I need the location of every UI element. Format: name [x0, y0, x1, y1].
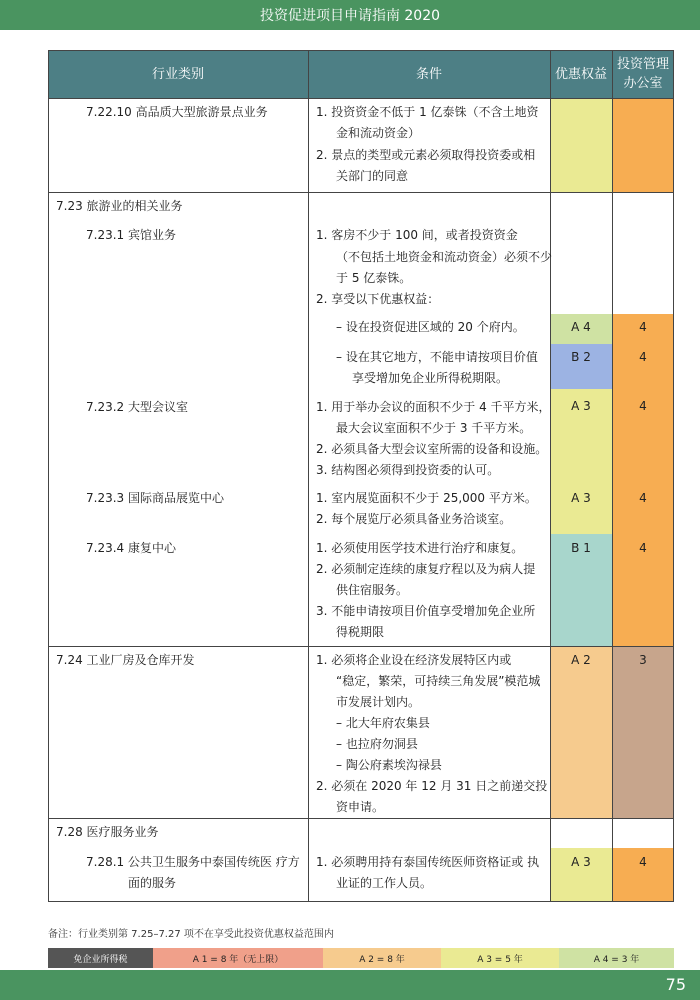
condition-text: 资申请。	[336, 800, 385, 814]
row-divider	[48, 192, 674, 193]
industry-7-22-10: 7.22.10 高品质大型旅游景点业务	[86, 105, 268, 119]
privilege-value: A 3	[571, 399, 591, 413]
office-value: 4	[639, 399, 647, 413]
top-bar	[0, 0, 700, 30]
row-divider	[48, 818, 674, 819]
office-value: 3	[639, 653, 647, 667]
legend	[48, 948, 674, 968]
condition-text: 最大会议室面积不少于 3 千平方米。	[336, 421, 532, 435]
condition-text: 享受增加免企业所得税期限。	[352, 371, 509, 385]
industry-7-23-4: 7.23.4 康复中心	[86, 541, 176, 555]
condition-text: 1. 必须聘用持有泰国传统医师资格证或 执	[316, 855, 540, 869]
condition-text: 市发展计划内。	[336, 695, 421, 709]
privilege-value: B 1	[571, 541, 591, 555]
condition-text: 1. 必须使用医学技术进行治疗和康复。	[316, 541, 524, 555]
condition-text: 2. 享受以下优惠权益：	[316, 292, 440, 306]
condition-text: 金和流动资金）	[336, 126, 421, 140]
privilege-value: A 2	[571, 653, 591, 667]
condition-text: – 设在其它地方，不能申请按项目价值	[336, 350, 538, 364]
condition-text: 2. 景点的类型或元素必须取得投资委或相	[316, 148, 536, 162]
document-title: 投资促进项目申请指南 2020	[259, 8, 441, 24]
condition-text: 1. 必须将企业设在经济发展特区内或	[316, 653, 512, 667]
office-value: 4	[639, 855, 647, 869]
industry-7-23: 7.23 旅游业的相关业务	[56, 199, 183, 213]
column-divider	[308, 50, 309, 902]
privilege-value: A 3	[571, 855, 591, 869]
privilege-value: A 3	[571, 491, 591, 505]
condition-text: – 陶公府素埃沟禄县	[336, 758, 442, 772]
industry-7-28-1: 7.28.1 公共卫生服务中泰国传统医 疗方	[86, 855, 300, 869]
condition-text: 2. 必须制定连续的康复疗程以及为病人提	[316, 562, 536, 576]
condition-text: 于 5 亿泰铢。	[336, 271, 412, 285]
legend-a2: A 2 = 8 年	[323, 948, 441, 968]
column-divider	[550, 50, 551, 902]
industry-7-23-3: 7.23.3 国际商品展览中心	[86, 491, 224, 505]
row-divider	[48, 901, 674, 902]
privilege-cell-7-22-10	[550, 98, 612, 192]
industry-7-23-2: 7.23.2 大型会议室	[86, 400, 188, 414]
industry-7-28: 7.28 医疗服务业务	[56, 825, 159, 839]
privilege-cell-exhibition	[550, 480, 612, 534]
condition-text: 1. 客房不少于 100 间，或者投资资金	[316, 228, 518, 242]
footnote: 备注：行业类别第 7.25–7.27 项不在享受此投资优惠权益范围内	[48, 929, 334, 940]
condition-text: 供住宿服务。	[336, 583, 409, 597]
office-value: 4	[639, 320, 647, 334]
privilege-value: B 2	[571, 350, 591, 364]
condition-text: 业证的工作人员。	[336, 876, 433, 890]
legend-a4: A 4 = 3 年	[559, 948, 674, 968]
condition-text: （不包括土地资金和流动资金）必须不少	[336, 250, 553, 264]
office-value: 4	[639, 350, 647, 364]
condition-text: 2. 每个展览厅必须具备业务洽谈室。	[316, 512, 512, 526]
condition-text: 1. 投资资金不低于 1 亿泰铢（不含土地资	[316, 105, 539, 119]
industry-7-23-1: 7.23.1 宾馆业务	[86, 228, 176, 242]
condition-text: 得税期限	[336, 625, 385, 639]
column-divider	[612, 50, 613, 902]
legend-a1: A 1 = 8 年（无上限）	[153, 948, 323, 968]
office-value: 4	[639, 491, 647, 505]
office-value: 4	[639, 541, 647, 555]
industry-7-28-1-cont: 面的服务	[128, 876, 177, 890]
row-divider	[48, 646, 674, 647]
office-cell-exhibition	[612, 480, 674, 534]
column-header-privilege: 优惠权益	[550, 50, 612, 98]
condition-text: 1. 室内展览面积不少于 25,000 平方米。	[316, 491, 537, 505]
condition-text: 关部门的同意	[336, 169, 409, 183]
table-border-left	[48, 50, 49, 902]
condition-text: 2. 必须具备大型会议室所需的设备和设施。	[316, 442, 548, 456]
condition-text: “稳定，繁荣，可持续三角发展”模范城	[336, 674, 541, 688]
legend-a3: A 3 = 5 年	[441, 948, 559, 968]
condition-text: 3. 结构图必须得到投资委的认可。	[316, 463, 500, 477]
row-divider	[48, 98, 674, 99]
privilege-value: A 4	[571, 320, 591, 334]
column-header-office	[612, 50, 674, 98]
condition-text: 1. 用于举办会议的面积不少于 4 千平方米，	[316, 400, 551, 414]
incentive-table	[48, 50, 674, 902]
bottom-bar	[0, 970, 700, 1000]
table-border-right	[673, 50, 674, 902]
condition-text: 2. 必须在 2020 年 12 月 31 日之前递交投	[316, 779, 548, 793]
condition-text: 3. 不能申请按项目价值享受增加免企业所	[316, 604, 536, 618]
office-header-line1: 投资管理	[616, 57, 669, 72]
office-cell-7-22-10	[612, 98, 674, 192]
legend-tax-exempt: 免企业所得税	[48, 948, 153, 968]
column-header-conditions: 条件	[308, 50, 550, 98]
privilege-cell-factory	[550, 646, 612, 818]
condition-text: – 设在投资促进区域的 20 个府内。	[336, 320, 525, 334]
page-number: 75	[665, 975, 686, 994]
column-header-industry: 行业类别	[48, 50, 308, 98]
row-divider	[48, 50, 674, 51]
office-cell-factory	[612, 646, 674, 818]
condition-text: – 北大年府农集县	[336, 716, 430, 730]
industry-7-24: 7.24 工业厂房及仓库开发	[56, 653, 195, 667]
office-header-line2: 办公室	[623, 76, 663, 91]
condition-text: – 也拉府勿洞县	[336, 737, 418, 751]
